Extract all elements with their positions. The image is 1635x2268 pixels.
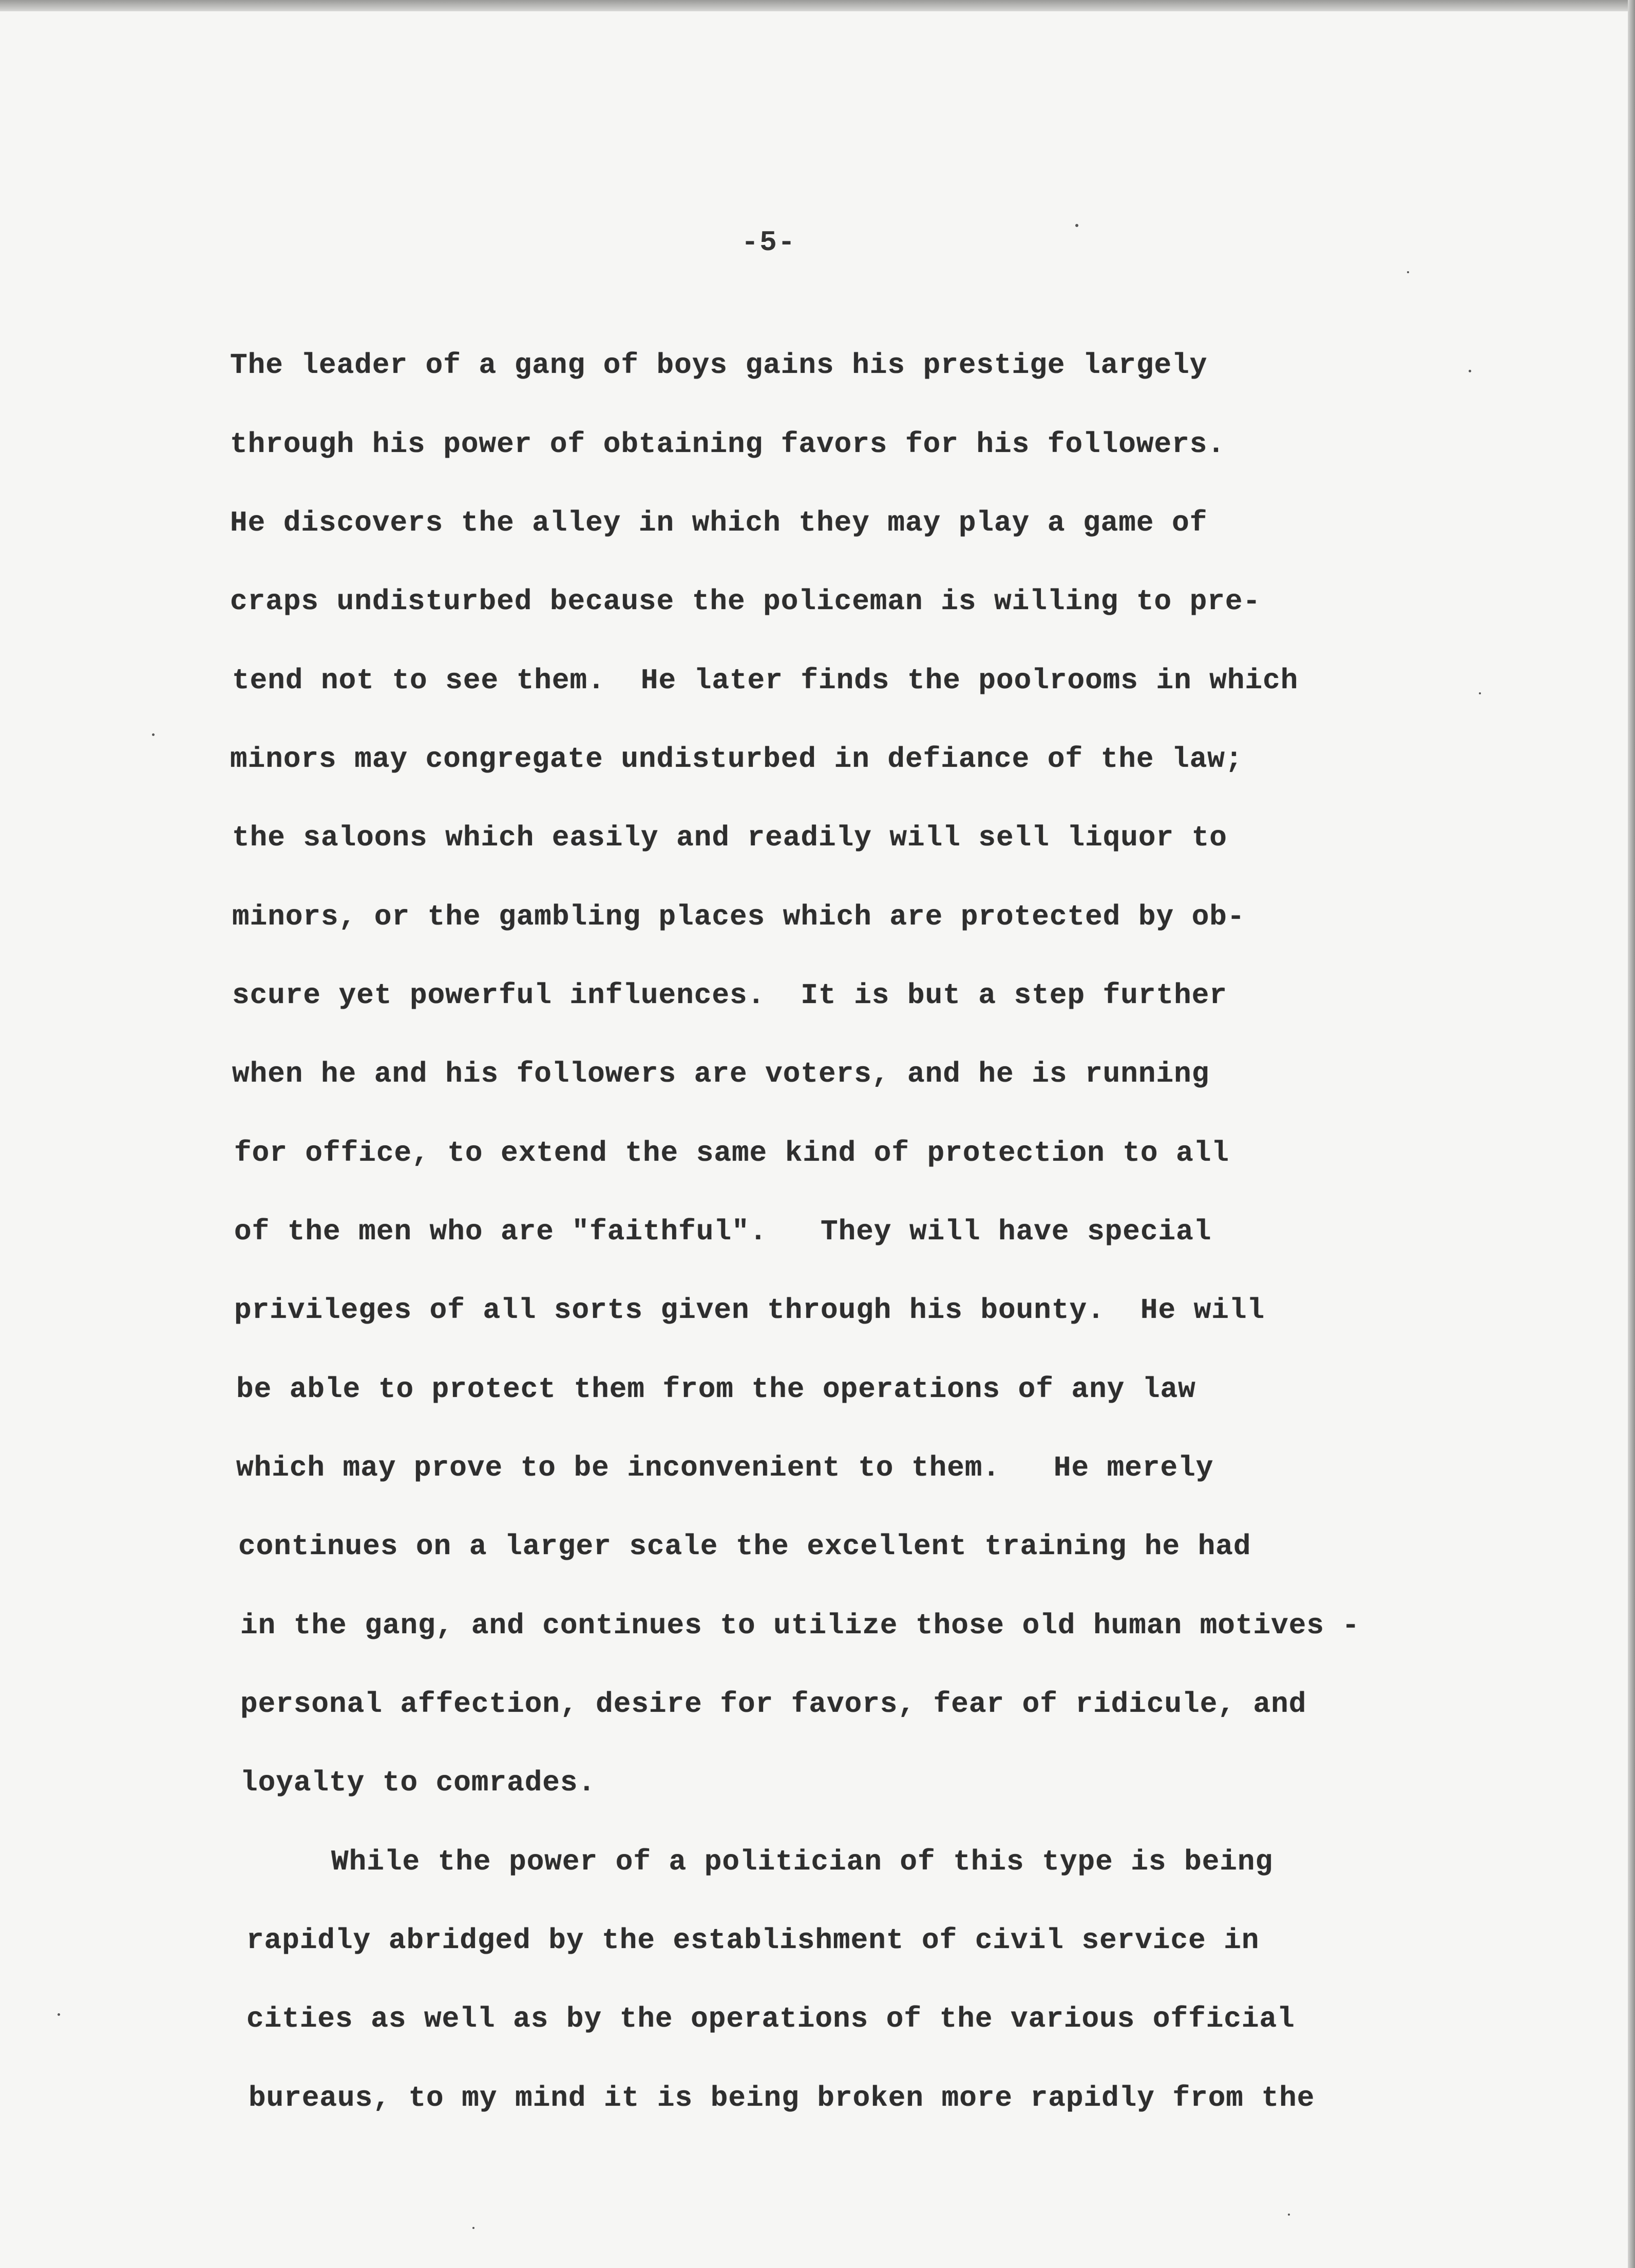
scan-speck	[1407, 271, 1409, 273]
text-line: be able to protect them from the operations of any law	[236, 1373, 1196, 1406]
scan-speck	[1479, 692, 1481, 694]
text-line: tend not to see them. He later finds the poolrooms in which	[232, 664, 1299, 697]
scan-speck	[1288, 2214, 1290, 2216]
text-line: loyalty to comrades.	[240, 1766, 596, 1799]
text-line: The leader of a gang of boys gains his prestige largely	[230, 349, 1208, 382]
text-line: continues on a larger scale the excellent training he had	[238, 1530, 1251, 1563]
text-line: While the power of a politician of this type is being	[242, 1845, 1273, 1878]
text-line: through his power of obtaining favors for his followers.	[230, 428, 1225, 461]
scan-speck	[1075, 224, 1078, 227]
scan-speck	[58, 2013, 60, 2016]
text-line: personal affection, desire for favors, fear of ridicule, and	[240, 1688, 1307, 1721]
text-line: which may prove to be inconvenient to them. He merely	[236, 1451, 1214, 1484]
scan-top-edge	[0, 0, 1635, 11]
text-line: the saloons which easily and readily will sell liquor to	[232, 821, 1227, 854]
scan-right-edge	[1628, 0, 1635, 2268]
text-line: privileges of all sorts given through his bounty. He will	[234, 1294, 1265, 1327]
text-line: cities as well as by the operations of the various official	[246, 2002, 1295, 2035]
text-line: minors, or the gambling places which are protected by ob-	[232, 900, 1245, 933]
text-line: in the gang, and continues to utilize those old human motives -	[240, 1609, 1360, 1642]
text-line: of the men who are "faithful". They will have special	[234, 1215, 1212, 1248]
scan-speck	[1469, 370, 1471, 372]
scan-speck	[472, 2227, 474, 2229]
text-line: scure yet powerful influences. It is but a step further	[232, 979, 1227, 1012]
text-line: craps undisturbed because the policeman is willing to pre-	[230, 585, 1261, 618]
text-line: for office, to extend the same kind of protection to all	[234, 1137, 1229, 1169]
scan-speck	[152, 733, 155, 736]
text-line: rapidly abridged by the establishment of civil service in	[246, 1924, 1260, 1957]
text-line: minors may congregate undisturbed in defiance of the law;	[230, 743, 1243, 776]
page-number: -5-	[741, 226, 796, 259]
text-line: He discovers the alley in which they may play a game of	[230, 506, 1208, 539]
text-line: bureaus, to my mind it is being broken more rapidly from the	[249, 2082, 1315, 2114]
text-line: when he and his followers are voters, and he is running	[232, 1057, 1210, 1090]
